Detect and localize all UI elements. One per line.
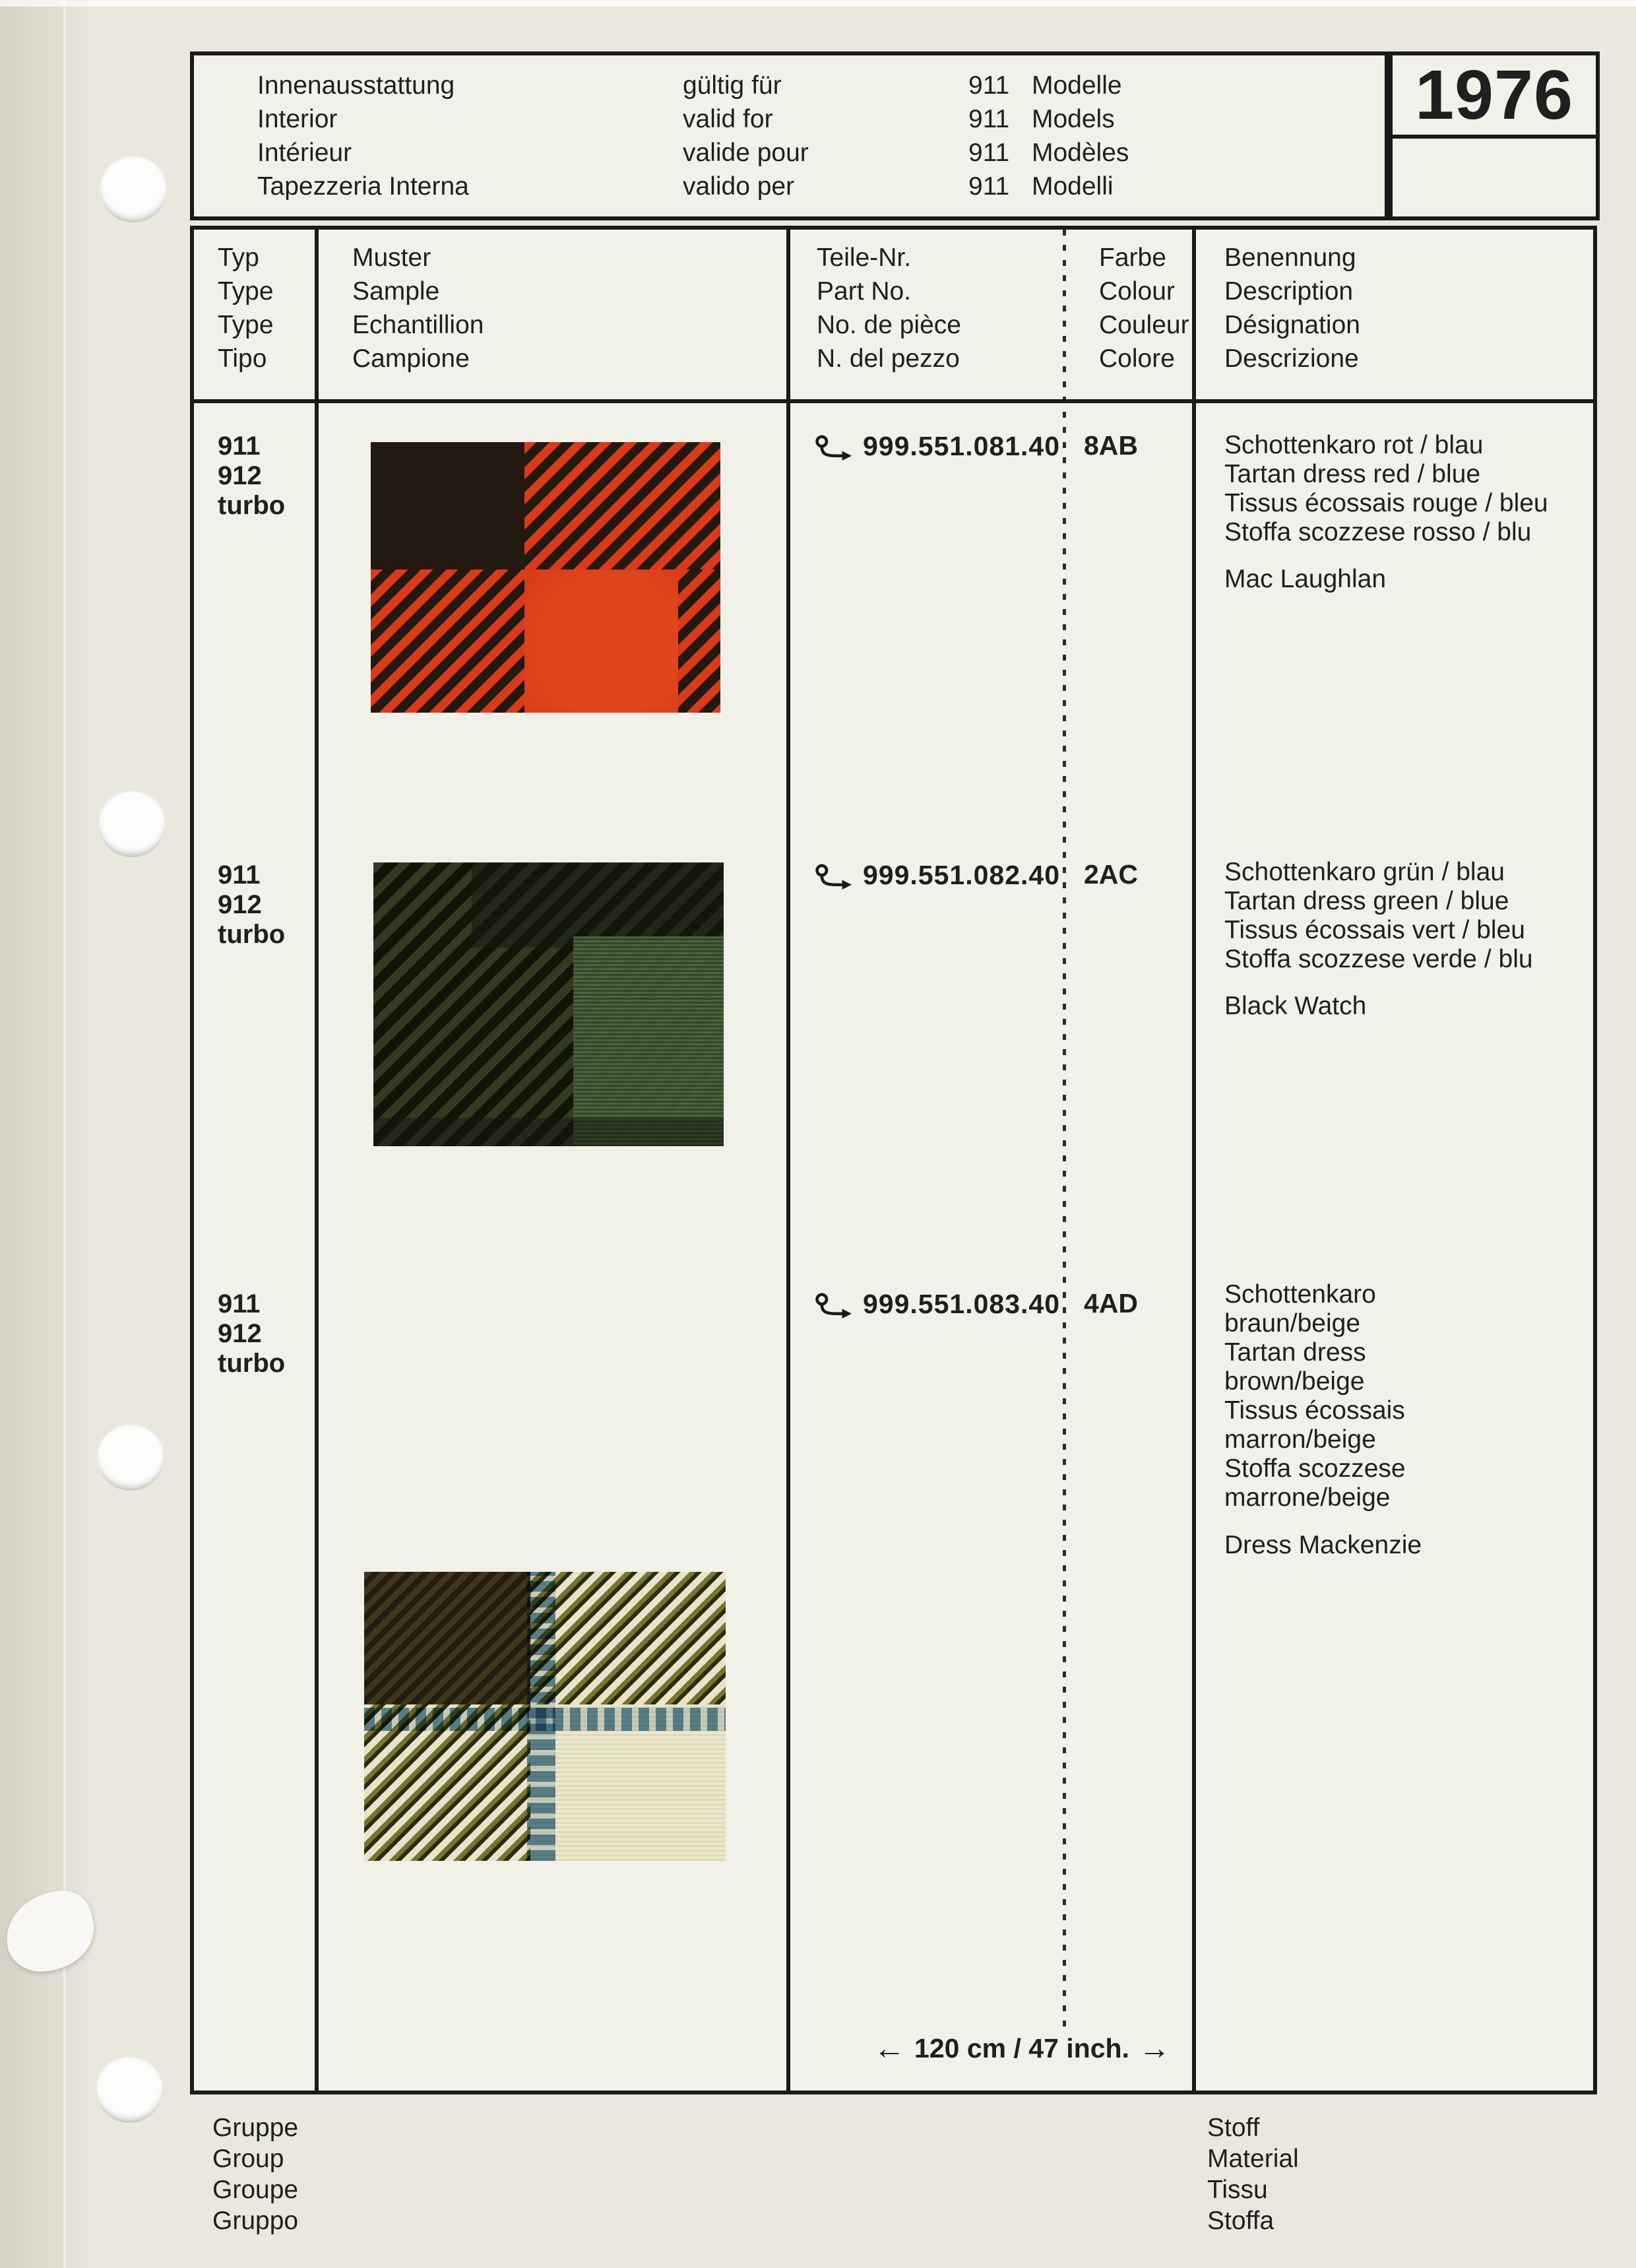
part-number-row xyxy=(814,857,1060,893)
column-divider xyxy=(786,230,790,2090)
description-line: marrone/beige xyxy=(1224,1483,1391,1512)
swatch-block xyxy=(364,1572,530,1704)
description-block xyxy=(1224,1280,1406,1512)
column-header-description xyxy=(1224,241,1360,375)
header-line: valide pour xyxy=(683,139,809,167)
punch-hole xyxy=(98,790,166,857)
swatch-block xyxy=(524,442,720,569)
column-header-line: Couleur xyxy=(1099,311,1189,339)
model-number: 911 xyxy=(968,71,1010,100)
header-model-labels xyxy=(968,69,1129,203)
model-number: 911 xyxy=(968,105,1010,133)
part-number: 999.551.083.40 xyxy=(863,1288,1060,1319)
colour-code: 4AD xyxy=(1083,1288,1139,1318)
type-line: 912 xyxy=(218,461,262,490)
footer-material-labels xyxy=(1207,2112,1299,2236)
column-header-line: Colour xyxy=(1099,277,1175,306)
header-valid-labels xyxy=(683,69,809,203)
footer-line: Stoffa xyxy=(1207,2207,1274,2235)
column-header-line: Teile-Nr. xyxy=(817,243,912,272)
model-row xyxy=(968,170,1129,203)
footer-line: Tissu xyxy=(1207,2176,1268,2204)
swatch-block xyxy=(472,862,724,948)
part-number: 999.551.081.40 xyxy=(863,430,1060,461)
description-line: Schottenkaro xyxy=(1224,1280,1376,1309)
description-block xyxy=(1224,858,1533,974)
description-line: Tartan dress green / blue xyxy=(1224,887,1509,915)
column-header-line: No. de pièce xyxy=(817,311,961,339)
pattern-name: Mac Laughlan xyxy=(1224,565,1387,593)
column-header-line: Type xyxy=(218,277,274,306)
column-header-line: Description xyxy=(1224,277,1354,306)
column-header-line: Tipo xyxy=(218,344,267,373)
part-number: 999.551.082.40 xyxy=(863,859,1060,890)
model-row xyxy=(968,69,1129,102)
description-line: Stoffa scozzese xyxy=(1224,1454,1406,1483)
header-line: gültig für xyxy=(683,71,782,100)
column-header-line: Benennung xyxy=(1224,243,1356,272)
model-number: 911 xyxy=(968,139,1010,167)
description-line: Tissus écossais xyxy=(1224,1396,1405,1425)
dotted-column-divider xyxy=(1063,230,1066,2028)
column-header-colour xyxy=(1099,241,1189,375)
model-number: 911 xyxy=(968,172,1010,201)
description-line: Schottenkaro grün / blau xyxy=(1224,858,1505,886)
type-line: 912 xyxy=(218,1319,262,1348)
column-header-line: Sample xyxy=(352,277,440,306)
model-label: Models xyxy=(1032,105,1115,133)
model-year: 1976 xyxy=(1393,55,1596,139)
description-line: Tartan dress red / blue xyxy=(1224,460,1481,488)
punch-hole xyxy=(96,2056,163,2123)
footer-line: Gruppe xyxy=(212,2114,299,2142)
row-types xyxy=(218,860,285,950)
column-header-typ xyxy=(218,241,274,375)
fabric-table xyxy=(190,226,1597,2094)
model-row xyxy=(968,102,1129,136)
description-line: braun/beige xyxy=(1224,1309,1361,1338)
type-line: 911 xyxy=(218,860,261,890)
type-line: turbo xyxy=(218,1349,286,1378)
column-header-line: Muster xyxy=(352,243,431,272)
swatch-block xyxy=(373,1118,724,1146)
model-label: Modèles xyxy=(1032,139,1129,167)
colour-code: 8AB xyxy=(1083,430,1139,461)
column-divider xyxy=(315,230,319,2090)
footer-line: Stoff xyxy=(1207,2114,1260,2142)
swatch-block xyxy=(524,569,678,713)
header-line: Intérieur xyxy=(257,139,352,167)
description-line: Stoffa scozzese verde / blu xyxy=(1224,945,1533,973)
column-header-line: Typ xyxy=(218,243,259,272)
fabric-swatch-brown-tartan xyxy=(364,1572,726,1861)
punch-hole xyxy=(97,1423,164,1491)
fabric-swatch-red-tartan xyxy=(371,442,720,713)
part-number-row xyxy=(814,1285,1060,1322)
footer-group-labels xyxy=(212,2112,298,2236)
type-line: 911 xyxy=(218,432,261,461)
type-line: turbo xyxy=(218,491,286,520)
loop-arrow-icon xyxy=(814,435,852,461)
description-block xyxy=(1224,431,1548,547)
colour-code: 2AC xyxy=(1083,859,1139,890)
footer-line: Gruppo xyxy=(212,2207,299,2235)
header-row-divider xyxy=(194,399,1593,403)
header-line: Interior xyxy=(257,105,338,133)
row-types xyxy=(218,1289,285,1378)
description-line: Tartan dress xyxy=(1224,1338,1366,1367)
header-line: Tapezzeria Interna xyxy=(257,172,469,201)
header-line: valido per xyxy=(683,172,795,201)
model-row xyxy=(968,136,1129,170)
swatch-block xyxy=(678,569,720,713)
column-header-line: Désignation xyxy=(1224,311,1360,339)
header-line: Innenausstattung xyxy=(257,71,455,100)
swatch-blue-band xyxy=(364,1708,726,1731)
pattern-name: Black Watch xyxy=(1224,992,1367,1020)
column-header-line: Echantillion xyxy=(352,311,484,339)
year-box xyxy=(1389,51,1600,220)
footer-line: Group xyxy=(212,2145,284,2173)
description-line: Tissus écossais rouge / bleu xyxy=(1224,489,1548,517)
model-label: Modelli xyxy=(1032,172,1114,201)
loop-arrow-icon xyxy=(814,864,852,890)
swatch-block xyxy=(530,1572,726,1704)
column-header-part-no xyxy=(817,241,961,375)
column-divider xyxy=(1192,230,1196,2090)
description-line: marron/beige xyxy=(1224,1425,1376,1454)
column-header-line: Type xyxy=(218,311,274,339)
left-arrow-icon: ← xyxy=(873,2030,906,2066)
footer-line: Material xyxy=(1207,2145,1299,2173)
model-label: Modelle xyxy=(1032,71,1122,100)
header-box xyxy=(190,51,1389,220)
column-header-line: Colore xyxy=(1099,344,1175,373)
punch-hole xyxy=(100,155,167,222)
type-line: turbo xyxy=(218,920,286,949)
description-line: Tissus écossais vert / bleu xyxy=(1224,916,1525,944)
column-header-line: Part No. xyxy=(817,277,912,306)
fabric-width-label: 120 cm / 47 inch. xyxy=(914,2032,1129,2063)
type-line: 911 xyxy=(218,1289,261,1318)
column-header-muster xyxy=(352,241,484,375)
row-types xyxy=(218,432,285,521)
column-header-line: Farbe xyxy=(1099,243,1166,272)
right-arrow-icon: → xyxy=(1138,2030,1170,2066)
pattern-name: Dress Mackenzie xyxy=(1224,1531,1422,1559)
description-line: brown/beige xyxy=(1224,1367,1365,1396)
swatch-block xyxy=(371,569,524,713)
fabric-swatch-green-tartan xyxy=(373,862,724,1146)
header-line: valid for xyxy=(683,105,773,133)
description-line: Stoffa scozzese rosso / blu xyxy=(1224,518,1532,546)
loop-arrow-icon xyxy=(814,1293,852,1319)
column-header-line: N. del pezzo xyxy=(817,344,960,373)
description-line: Schottenkaro rot / blau xyxy=(1224,431,1484,459)
swatch-block xyxy=(371,442,524,569)
header-interior-labels xyxy=(257,69,469,203)
column-header-line: Campione xyxy=(352,344,470,373)
part-number-row xyxy=(814,428,1060,465)
type-line: 912 xyxy=(218,890,262,919)
fabric-width-note xyxy=(837,2028,1207,2068)
scan-edge xyxy=(0,0,1636,7)
swatch-block xyxy=(573,936,724,1146)
column-header-line: Descrizione xyxy=(1224,344,1359,373)
footer-line: Groupe xyxy=(212,2176,299,2204)
